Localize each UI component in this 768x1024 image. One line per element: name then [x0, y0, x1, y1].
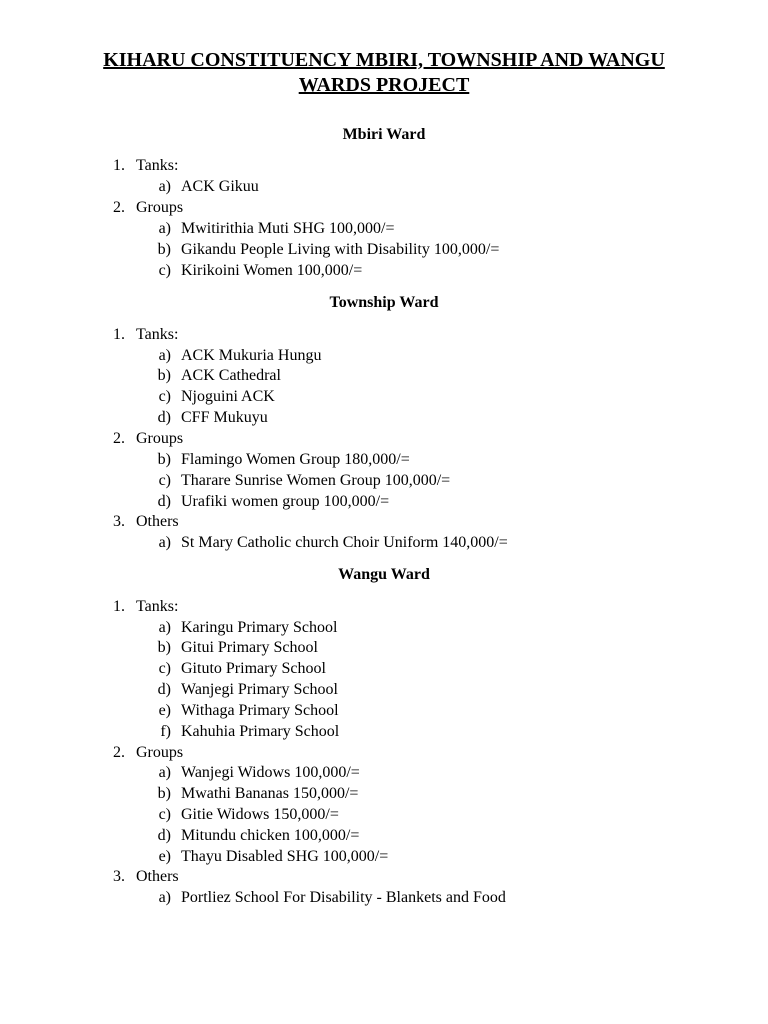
list-item	[0, 219, 768, 239]
list-marker: c)	[158, 806, 171, 823]
list-item	[0, 346, 768, 366]
list-marker: a)	[158, 764, 171, 781]
list-item-text: Urafiki women group 100,000/=	[181, 493, 390, 510]
list-item-text: ACK Mukuria Hungu	[181, 347, 322, 364]
list-number: 1.	[113, 598, 125, 615]
list-item-text: Gituto Primary School	[181, 660, 326, 677]
list-item-text: Thayu Disabled SHG 100,000/=	[181, 848, 389, 865]
list-number: 3.	[113, 513, 125, 530]
list-marker: b)	[157, 241, 171, 258]
list-item	[0, 471, 768, 491]
list-item-section	[0, 867, 768, 887]
list-item-text: Gitie Widows 150,000/=	[181, 806, 339, 823]
list-item	[0, 888, 768, 908]
list-item-section	[0, 429, 768, 449]
list-item-section	[0, 597, 768, 617]
list-number: 1.	[113, 157, 125, 174]
list-item-text: Flamingo Women Group 180,000/=	[181, 451, 410, 468]
list-item	[0, 826, 768, 846]
list-item	[0, 722, 768, 742]
list-item-text: Wanjegi Widows 100,000/=	[181, 764, 360, 781]
list-item-text: Mwathi Bananas 150,000/=	[181, 785, 359, 802]
list-item	[0, 847, 768, 867]
list-item-text: CFF Mukuyu	[181, 409, 268, 426]
list-marker: b)	[157, 639, 171, 656]
section-label: Others	[136, 513, 179, 530]
list-item	[0, 618, 768, 638]
list-item	[0, 492, 768, 512]
list-item	[0, 659, 768, 679]
list-marker: e)	[158, 702, 171, 719]
list-number: 2.	[113, 199, 125, 216]
list-item-text: ACK Gikuu	[181, 178, 259, 195]
list-marker: a)	[158, 347, 171, 364]
list-item	[0, 261, 768, 281]
section-label: Tanks:	[136, 326, 179, 343]
list-item	[0, 784, 768, 804]
list-marker: a)	[158, 619, 171, 636]
list-item-text: Wanjegi Primary School	[181, 681, 338, 698]
list-item	[0, 680, 768, 700]
list-item-text: Gitui Primary School	[181, 639, 318, 656]
list-marker: a)	[158, 889, 171, 906]
list-item-text: Portliez School For Disability - Blankets and Food	[181, 889, 506, 906]
ward-heading-wangu: Wangu Ward	[338, 566, 430, 583]
list-item-text: Mitundu chicken 100,000/=	[181, 827, 360, 844]
section-label: Groups	[136, 430, 184, 447]
list-item-text: Njoguini ACK	[181, 388, 275, 405]
section-label: Others	[136, 868, 179, 885]
list-marker: d)	[157, 409, 171, 426]
list-item-text: Karingu Primary School	[181, 619, 338, 636]
list-item	[0, 450, 768, 470]
section-label: Tanks:	[136, 157, 179, 174]
list-marker: a)	[158, 534, 171, 551]
list-item	[0, 805, 768, 825]
list-marker: e)	[158, 848, 171, 865]
section-label: Groups	[136, 744, 184, 761]
list-item-text: ACK Cathedral	[181, 367, 281, 384]
list-item-section	[0, 743, 768, 763]
list-marker: b)	[157, 367, 171, 384]
list-item	[0, 763, 768, 783]
list-item	[0, 701, 768, 721]
list-item	[0, 177, 768, 197]
list-marker: c)	[158, 660, 171, 677]
list-number: 3.	[113, 868, 125, 885]
list-marker: d)	[157, 681, 171, 698]
list-marker: b)	[157, 785, 171, 802]
list-number: 1.	[113, 326, 125, 343]
document-title-line-2: WARDS PROJECT	[298, 74, 470, 96]
section-label: Groups	[136, 199, 184, 216]
list-item	[0, 638, 768, 658]
list-item-section	[0, 156, 768, 176]
list-marker: a)	[158, 178, 171, 195]
list-item-text: Mwitirithia Muti SHG 100,000/=	[181, 220, 395, 237]
list-marker: d)	[157, 827, 171, 844]
list-item	[0, 240, 768, 260]
list-marker: b)	[157, 451, 171, 468]
list-item	[0, 533, 768, 553]
list-item-section	[0, 325, 768, 345]
ward-heading-mbiri: Mbiri Ward	[342, 126, 426, 143]
list-marker: c)	[158, 472, 171, 489]
list-item-section	[0, 198, 768, 218]
list-item-text: Gikandu People Living with Disability 100,000/=	[181, 241, 500, 258]
list-item-text: Tharare Sunrise Women Group 100,000/=	[181, 472, 451, 489]
list-marker: d)	[157, 493, 171, 510]
list-item	[0, 408, 768, 428]
ward-heading-township: Township Ward	[329, 294, 439, 311]
list-marker: c)	[158, 262, 171, 279]
list-item	[0, 387, 768, 407]
list-marker: f)	[160, 723, 171, 740]
list-marker: a)	[158, 220, 171, 237]
list-number: 2.	[113, 744, 125, 761]
list-item	[0, 366, 768, 386]
list-number: 2.	[113, 430, 125, 447]
list-item-text: Kirikoini Women 100,000/=	[181, 262, 363, 279]
list-marker: c)	[158, 388, 171, 405]
list-item-text: Withaga Primary School	[181, 702, 339, 719]
section-label: Tanks:	[136, 598, 179, 615]
list-item-text: St Mary Catholic church Choir Uniform 140,000/=	[181, 534, 508, 551]
document-title-line-1: KIHARU CONSTITUENCY MBIRI, TOWNSHIP AND WANGU	[103, 49, 665, 71]
list-item-text: Kahuhia Primary School	[181, 723, 340, 740]
list-item-section	[0, 512, 768, 532]
